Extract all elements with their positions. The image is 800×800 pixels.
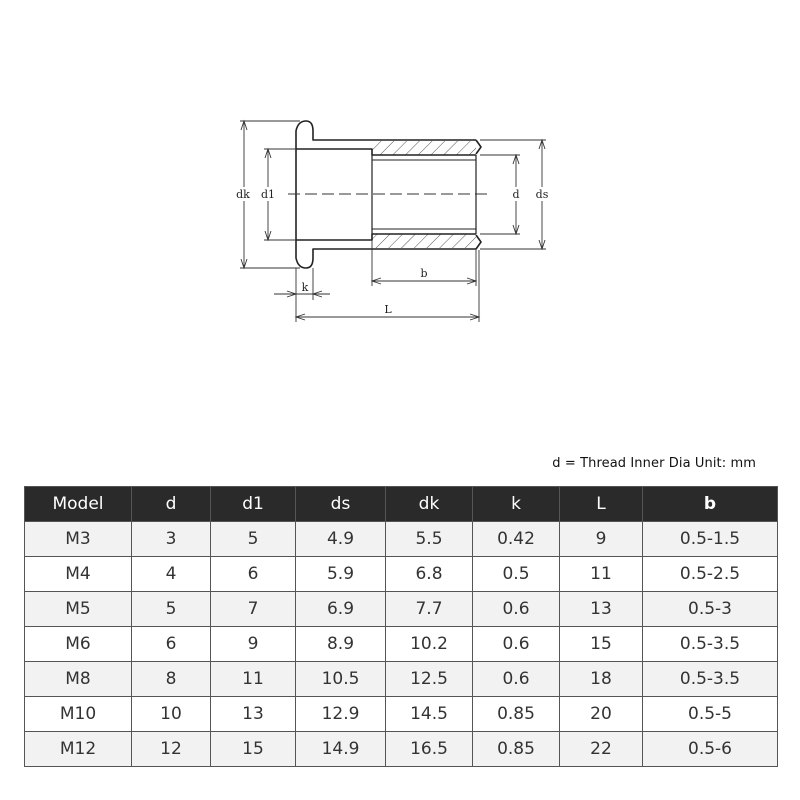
cell-model: M5	[25, 592, 132, 627]
cell-d: 6	[132, 627, 211, 662]
cell-ds: 6.9	[296, 592, 386, 627]
unit-note: d = Thread Inner Dia Unit: mm	[552, 456, 756, 471]
cell-b: 0.5-1.5	[643, 522, 778, 557]
table-row	[25, 732, 778, 767]
header-dk: dk	[386, 487, 473, 522]
cell-dk: 6.8	[386, 557, 473, 592]
cell-b: 0.5-6	[643, 732, 778, 767]
cell-k: 0.85	[473, 697, 560, 732]
cell-d1: 15	[211, 732, 296, 767]
upper-thread-hatch	[372, 141, 476, 155]
specification-table	[24, 486, 778, 767]
header-b: b	[643, 487, 778, 522]
cell-d1: 5	[211, 522, 296, 557]
cell-dk: 5.5	[386, 522, 473, 557]
cell-b: 0.5-3.5	[643, 627, 778, 662]
cell-d: 3	[132, 522, 211, 557]
cell-ds: 8.9	[296, 627, 386, 662]
cell-L: 20	[560, 697, 643, 732]
cell-L: 15	[560, 627, 643, 662]
cell-dk: 12.5	[386, 662, 473, 697]
cell-b: 0.5-2.5	[643, 557, 778, 592]
cell-d: 12	[132, 732, 211, 767]
label-b: b	[420, 267, 428, 280]
label-dk: dk	[236, 188, 250, 201]
cell-model: M6	[25, 627, 132, 662]
table-row	[25, 522, 778, 557]
label-ds: ds	[535, 188, 549, 201]
cell-ds: 12.9	[296, 697, 386, 732]
cell-d1: 7	[211, 592, 296, 627]
table-row	[25, 592, 778, 627]
cell-k: 0.6	[473, 592, 560, 627]
cell-L: 13	[560, 592, 643, 627]
header-k: k	[473, 487, 560, 522]
header-model: Model	[25, 487, 132, 522]
cell-k: 0.85	[473, 732, 560, 767]
cell-ds: 14.9	[296, 732, 386, 767]
cell-model: M4	[25, 557, 132, 592]
cell-d: 10	[132, 697, 211, 732]
cell-dk: 7.7	[386, 592, 473, 627]
cell-d1: 9	[211, 627, 296, 662]
cell-k: 0.5	[473, 557, 560, 592]
cell-d1: 11	[211, 662, 296, 697]
cell-model: M3	[25, 522, 132, 557]
cell-model: M10	[25, 697, 132, 732]
table-row	[25, 557, 778, 592]
header-d1: d1	[211, 487, 296, 522]
header-L: L	[560, 487, 643, 522]
cell-d1: 13	[211, 697, 296, 732]
label-L: L	[384, 303, 392, 316]
table-row	[25, 662, 778, 697]
label-d: d	[512, 188, 520, 201]
table-row	[25, 697, 778, 732]
label-k: k	[301, 281, 309, 294]
cell-k: 0.42	[473, 522, 560, 557]
label-d1: d1	[260, 188, 276, 201]
cell-ds: 10.5	[296, 662, 386, 697]
cell-dk: 14.5	[386, 697, 473, 732]
cell-d: 8	[132, 662, 211, 697]
header-d: d	[132, 487, 211, 522]
cell-ds: 4.9	[296, 522, 386, 557]
cell-b: 0.5-3.5	[643, 662, 778, 697]
cell-L: 22	[560, 732, 643, 767]
cell-k: 0.6	[473, 662, 560, 697]
header-ds: ds	[296, 487, 386, 522]
cell-model: M8	[25, 662, 132, 697]
cell-L: 18	[560, 662, 643, 697]
cell-d1: 6	[211, 557, 296, 592]
table-row	[25, 627, 778, 662]
cell-L: 9	[560, 522, 643, 557]
cell-b: 0.5-5	[643, 697, 778, 732]
cell-dk: 16.5	[386, 732, 473, 767]
cell-d: 5	[132, 592, 211, 627]
cell-d: 4	[132, 557, 211, 592]
cell-model: M12	[25, 732, 132, 767]
cell-k: 0.6	[473, 627, 560, 662]
cell-ds: 5.9	[296, 557, 386, 592]
cell-L: 11	[560, 557, 643, 592]
lower-thread-hatch	[372, 234, 476, 248]
dimension-labels	[232, 187, 553, 316]
cell-b: 0.5-3	[643, 592, 778, 627]
cell-dk: 10.2	[386, 627, 473, 662]
table-header-row	[25, 487, 778, 522]
